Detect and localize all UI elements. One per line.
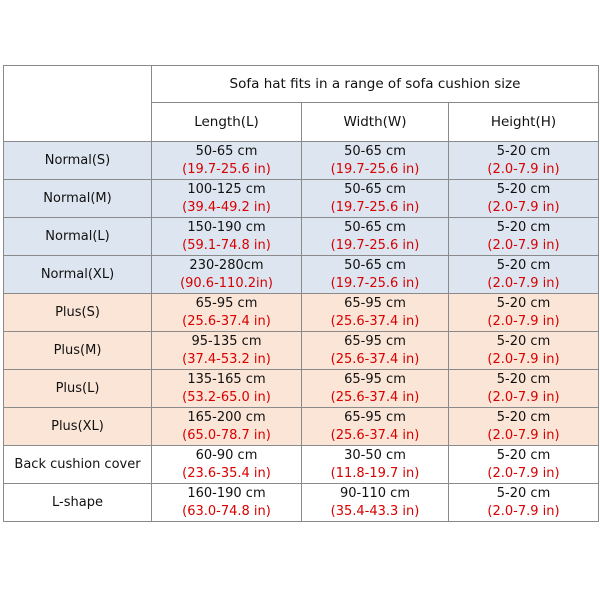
width-cm: 90-110 cm [340,485,410,501]
height-inch: (2.0-7.9 in) [487,237,560,253]
width-cm: 65-95 cm [344,333,406,349]
title-row [4,66,599,103]
row-label: Normal(L) [4,218,152,256]
header-length: Length(L) [152,103,302,142]
width-inch: (19.7-25.6 in) [330,237,420,253]
height-cm: 5-20 cm [496,409,551,425]
width-cell [302,256,449,294]
length-cell [152,256,302,294]
width-cm: 65-95 cm [344,295,406,311]
header-height: Height(H) [449,103,599,142]
width-cell [302,180,449,218]
height-cm: 5-20 cm [496,143,551,159]
length-cm: 230-280cm [189,257,264,273]
length-cm: 160-190 cm [187,485,266,501]
table-title: Sofa hat fits in a range of sofa cushion size [152,66,599,103]
length-cm: 95-135 cm [191,333,262,349]
row-label: L-shape [4,484,152,522]
length-cell [152,294,302,332]
height-cm: 5-20 cm [496,257,551,273]
width-cm: 50-65 cm [344,219,406,235]
length-cm: 50-65 cm [195,143,258,159]
table-row [4,218,599,256]
width-cell [302,142,449,180]
length-cell [152,180,302,218]
height-cell [449,142,599,180]
width-inch: (25.6-37.4 in) [330,351,420,367]
width-cell [302,332,449,370]
height-cell [449,256,599,294]
table-row [4,408,599,446]
length-inch: (63.0-74.8 in) [182,503,271,519]
height-cm: 5-20 cm [496,447,551,463]
length-cell [152,484,302,522]
width-inch: (19.7-25.6 in) [330,199,420,215]
width-inch: (19.7-25.6 in) [330,275,420,291]
width-cm: 50-65 cm [344,257,406,273]
length-inch: (37.4-53.2 in) [182,351,271,367]
size-chart-table [3,65,599,522]
header-width: Width(W) [302,103,449,142]
length-cell [152,142,302,180]
height-inch: (2.0-7.9 in) [487,351,560,367]
height-inch: (2.0-7.9 in) [487,161,560,177]
height-cell [449,294,599,332]
length-inch: (19.7-25.6 in) [182,161,271,177]
row-label: Back cushion cover [4,446,152,484]
width-cm: 50-65 cm [344,181,406,197]
height-cell [449,332,599,370]
corner-cell [4,66,152,142]
table-row [4,294,599,332]
length-cell [152,408,302,446]
row-label: Plus(M) [4,332,152,370]
width-cell [302,218,449,256]
row-label: Plus(S) [4,294,152,332]
length-cm: 65-95 cm [195,295,258,311]
width-cm: 30-50 cm [344,447,406,463]
table-row [4,142,599,180]
length-inch: (25.6-37.4 in) [182,313,271,329]
table-row [4,332,599,370]
height-cell [449,408,599,446]
length-inch: (59.1-74.8 in) [182,237,271,253]
table-row [4,484,599,522]
height-cm: 5-20 cm [496,485,551,501]
length-cell [152,332,302,370]
height-inch: (2.0-7.9 in) [487,389,560,405]
height-cm: 5-20 cm [496,371,551,387]
height-inch: (2.0-7.9 in) [487,275,560,291]
width-inch: (25.6-37.4 in) [330,389,420,405]
table-row [4,446,599,484]
length-cm: 60-90 cm [195,447,258,463]
width-cm: 65-95 cm [344,409,406,425]
length-cm: 100-125 cm [187,181,266,197]
length-inch: (90.6-110.2in) [180,275,273,291]
length-cell [152,370,302,408]
length-inch: (53.2-65.0 in) [182,389,271,405]
length-cm: 150-190 cm [187,219,266,235]
length-cm: 135-165 cm [187,371,266,387]
row-label: Normal(M) [4,180,152,218]
height-cell [449,218,599,256]
length-inch: (65.0-78.7 in) [182,427,271,443]
height-cell [449,180,599,218]
width-cell [302,408,449,446]
length-cell [152,218,302,256]
width-cell [302,446,449,484]
length-inch: (39.4-49.2 in) [182,199,271,215]
height-cell [449,484,599,522]
row-label: Plus(L) [4,370,152,408]
width-cm: 65-95 cm [344,371,406,387]
table-row [4,180,599,218]
width-cm: 50-65 cm [344,143,406,159]
width-inch: (25.6-37.4 in) [330,313,420,329]
height-cell [449,370,599,408]
height-cm: 5-20 cm [496,181,551,197]
row-label: Plus(XL) [4,408,152,446]
length-cm: 165-200 cm [187,409,266,425]
width-cell [302,294,449,332]
height-inch: (2.0-7.9 in) [487,313,560,329]
width-inch: (11.8-19.7 in) [330,465,420,481]
height-inch: (2.0-7.9 in) [487,199,560,215]
width-inch: (35.4-43.3 in) [330,503,420,519]
height-cm: 5-20 cm [496,333,551,349]
row-label: Normal(S) [4,142,152,180]
table-row [4,370,599,408]
width-cell [302,484,449,522]
length-inch: (23.6-35.4 in) [182,465,271,481]
height-cm: 5-20 cm [496,295,551,311]
width-inch: (19.7-25.6 in) [330,161,420,177]
width-inch: (25.6-37.4 in) [330,427,420,443]
height-cell [449,446,599,484]
length-cell [152,446,302,484]
row-label: Normal(XL) [4,256,152,294]
height-inch: (2.0-7.9 in) [487,427,560,443]
table-row [4,256,599,294]
height-inch: (2.0-7.9 in) [487,465,560,481]
width-cell [302,370,449,408]
height-cm: 5-20 cm [496,219,551,235]
height-inch: (2.0-7.9 in) [487,503,560,519]
